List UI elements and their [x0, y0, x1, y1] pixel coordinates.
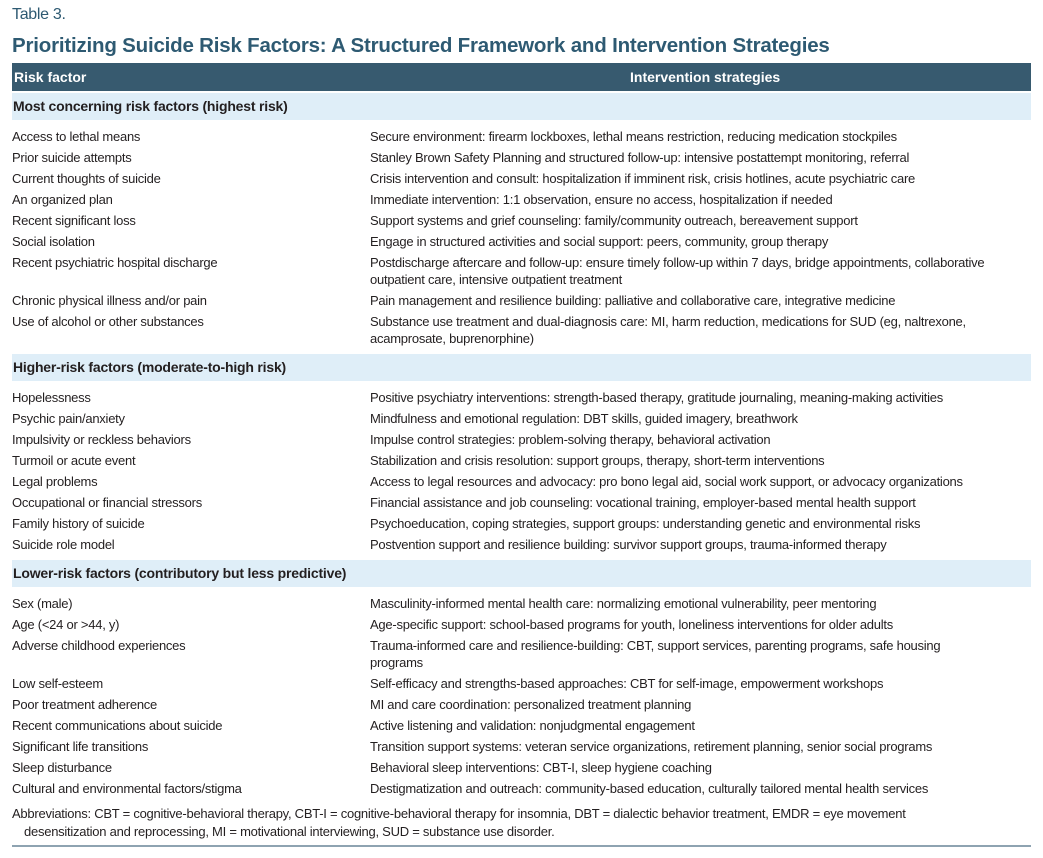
table-row: [12, 778, 1031, 799]
intervention-line: Stanley Brown Safety Planning and structured follow-up: intensive postattempt monitoring, referral: [370, 150, 910, 165]
intervention-line: Self-efficacy and strengths-based approaches: CBT for self-image, empowerment workshops: [370, 676, 884, 691]
risk-factor-cell: An organized plan: [12, 192, 113, 207]
table-row: [12, 189, 1031, 210]
intervention-line: MI and care coordination: personalized treatment planning: [370, 697, 692, 712]
risk-factor-cell: Turmoil or acute event: [12, 453, 136, 468]
risk-factor-cell: Family history of suicide: [12, 516, 145, 531]
table-row: [12, 168, 1031, 189]
intervention-line: Secure environment: firearm lockboxes, lethal means restriction, reducing medication stockpiles: [370, 129, 897, 144]
table-row: [12, 408, 1031, 429]
table-row: [12, 231, 1031, 252]
intervention-cell: [370, 149, 1031, 166]
intervention-line: Destigmatization and outreach: community-based education, culturally tailored mental health services: [370, 781, 929, 796]
table-row: [12, 534, 1031, 555]
intervention-line: acamprosate, buprenorphine): [370, 331, 534, 346]
table-row: [12, 593, 1031, 614]
table-body: [12, 93, 1031, 804]
risk-factor-cell: Impulsivity or reckless behaviors: [12, 432, 191, 447]
risk-factor-cell: Prior suicide attempts: [12, 150, 132, 165]
intervention-cell: [370, 128, 1031, 145]
section-heading: Most concerning risk factors (highest risk): [12, 93, 1031, 120]
column-header-risk-factor: Risk factor: [14, 69, 87, 85]
intervention-cell: [370, 170, 1031, 187]
intervention-cell: [370, 616, 1031, 633]
risk-factor-cell: Hopelessness: [12, 390, 91, 405]
intervention-cell: [370, 717, 1031, 734]
risk-factor-cell: Cultural and environmental factors/stigma: [12, 781, 242, 796]
table-row: [12, 126, 1031, 147]
intervention-cell: [370, 191, 1031, 208]
table-row: [12, 147, 1031, 168]
risk-factor-cell: Poor treatment adherence: [12, 697, 158, 712]
intervention-line: Engage in structured activities and social support: peers, community, group therapy: [370, 234, 829, 249]
table-row: [12, 387, 1031, 408]
intervention-cell: [370, 254, 1031, 288]
intervention-line: Access to legal resources and advocacy: pro bono legal aid, social work support, or advocacy organizations: [370, 474, 963, 489]
table-header: [12, 63, 1031, 91]
risk-factor-cell: Current thoughts of suicide: [12, 171, 161, 186]
abbreviations-line: Abbreviations: CBT = cognitive-behavioral therapy, CBT-I = cognitive-behavioral therapy for insomnia, DBT = dialectic behavior treatment, EMDR = eye movement: [12, 806, 906, 821]
risk-factor-cell: Access to lethal means: [12, 129, 141, 144]
intervention-line: Age-specific support: school-based programs for youth, loneliness interventions for older adults: [370, 617, 894, 632]
abbreviations-line: desensitization and reprocessing, MI = motivational interviewing, SUD = substance use disorder.: [24, 824, 555, 839]
risk-factor-cell: Psychic pain/anxiety: [12, 411, 125, 426]
risk-factor-cell: Recent communications about suicide: [12, 718, 223, 733]
intervention-cell: [370, 212, 1031, 229]
intervention-cell: [370, 675, 1031, 692]
intervention-line: Immediate intervention: 1:1 observation, ensure no access, hospitalization if needed: [370, 192, 833, 207]
table-row: [12, 471, 1031, 492]
risk-factor-cell: Significant life transitions: [12, 739, 149, 754]
intervention-cell: [370, 738, 1031, 755]
intervention-line: Financial assistance and job counseling: vocational training, employer-based mental health support: [370, 495, 916, 510]
intervention-line: Mindfulness and emotional regulation: DBT skills, guided imagery, breathwork: [370, 411, 798, 426]
table-row: [12, 429, 1031, 450]
bottom-rule: [12, 845, 1031, 847]
intervention-line: Impulse control strategies: problem-solving therapy, behavioral activation: [370, 432, 771, 447]
risk-factor-cell: Chronic physical illness and/or pain: [12, 293, 207, 308]
table-row: [12, 450, 1031, 471]
intervention-cell: [370, 780, 1031, 797]
intervention-cell: [370, 696, 1031, 713]
risk-factor-cell: Social isolation: [12, 234, 95, 249]
intervention-line: Postdischarge aftercare and follow-up: ensure timely follow-up within 7 days, bridge appointments, collaborative: [370, 255, 985, 270]
intervention-line: Crisis intervention and consult: hospitalization if imminent risk, crisis hotlines, acute psychiatric care: [370, 171, 916, 186]
intervention-cell: [370, 536, 1031, 553]
intervention-line: Active listening and validation: nonjudgmental engagement: [370, 718, 695, 733]
intervention-cell: [370, 494, 1031, 511]
table-row: [12, 210, 1031, 231]
table-row: [12, 715, 1031, 736]
intervention-line: Behavioral sleep interventions: CBT-I, sleep hygiene coaching: [370, 760, 712, 775]
column-header-intervention-strategies: Intervention strategies: [630, 69, 781, 85]
intervention-cell: [370, 637, 1031, 671]
intervention-line: programs: [370, 655, 423, 670]
section-heading: Lower-risk factors (contributory but less predictive): [12, 560, 1031, 587]
intervention-cell: [370, 233, 1031, 250]
table-label: Table 3.: [12, 6, 66, 23]
intervention-cell: [370, 473, 1031, 490]
table-row: [12, 673, 1031, 694]
intervention-line: Positive psychiatry interventions: strength-based therapy, gratitude journaling, meaning-making activities: [370, 390, 944, 405]
section-spacer: [12, 799, 1031, 804]
table-title: Prioritizing Suicide Risk Factors: A Structured Framework and Intervention Strategies: [12, 34, 830, 57]
table-row: [12, 614, 1031, 635]
intervention-line: Substance use treatment and dual-diagnosis care: MI, harm reduction, medications for SUD (eg, naltrexone,: [370, 314, 966, 329]
intervention-line: Pain management and resilience building: palliative and collaborative care, integrative medicine: [370, 293, 896, 308]
intervention-line: Postvention support and resilience building: survivor support groups, trauma-informed therapy: [370, 537, 887, 552]
section-heading: Higher-risk factors (moderate-to-high risk): [12, 354, 1031, 381]
intervention-cell: [370, 515, 1031, 532]
intervention-cell: [370, 313, 1031, 347]
risk-factor-cell: Recent significant loss: [12, 213, 136, 228]
risk-factor-cell: Suicide role model: [12, 537, 115, 552]
risk-factor-cell: Low self-esteem: [12, 676, 103, 691]
intervention-line: Stabilization and crisis resolution: support groups, therapy, short-term interventions: [370, 453, 825, 468]
table-row: [12, 694, 1031, 715]
intervention-cell: [370, 595, 1031, 612]
risk-factor-cell: Occupational or financial stressors: [12, 495, 202, 510]
risk-factor-cell: Sleep disturbance: [12, 760, 112, 775]
table-row: [12, 757, 1031, 778]
risk-factor-cell: Legal problems: [12, 474, 98, 489]
table-row: [12, 513, 1031, 534]
table-row: [12, 736, 1031, 757]
intervention-cell: [370, 431, 1031, 448]
intervention-line: Psychoeducation, coping strategies, support groups: understanding genetic and environmental risks: [370, 516, 921, 531]
intervention-cell: [370, 452, 1031, 469]
intervention-line: Trauma-informed care and resilience-building: CBT, support services, parenting programs, safe housing: [370, 638, 941, 653]
risk-factor-cell: Recent psychiatric hospital discharge: [12, 255, 218, 270]
table-row: [12, 635, 1031, 673]
risk-factor-cell: Use of alcohol or other substances: [12, 314, 204, 329]
intervention-cell: [370, 389, 1031, 406]
table-row: [12, 311, 1031, 349]
intervention-cell: [370, 759, 1031, 776]
abbreviations-footnote: [12, 805, 1031, 841]
risk-factor-cell: Adverse childhood experiences: [12, 638, 186, 653]
intervention-line: Support systems and grief counseling: family/community outreach, bereavement support: [370, 213, 858, 228]
intervention-line: outpatient care, intensive outpatient treatment: [370, 272, 623, 287]
intervention-cell: [370, 410, 1031, 427]
risk-factor-cell: Age (<24 or >44, y): [12, 617, 120, 632]
risk-factor-cell: Sex (male): [12, 596, 73, 611]
table-row: [12, 492, 1031, 513]
intervention-cell: [370, 292, 1031, 309]
intervention-line: Transition support systems: veteran service organizations, retirement planning, senior social programs: [370, 739, 933, 754]
intervention-line: Masculinity-informed mental health care: normalizing emotional vulnerability, peer mentoring: [370, 596, 877, 611]
table-row: [12, 290, 1031, 311]
table-row: [12, 252, 1031, 290]
